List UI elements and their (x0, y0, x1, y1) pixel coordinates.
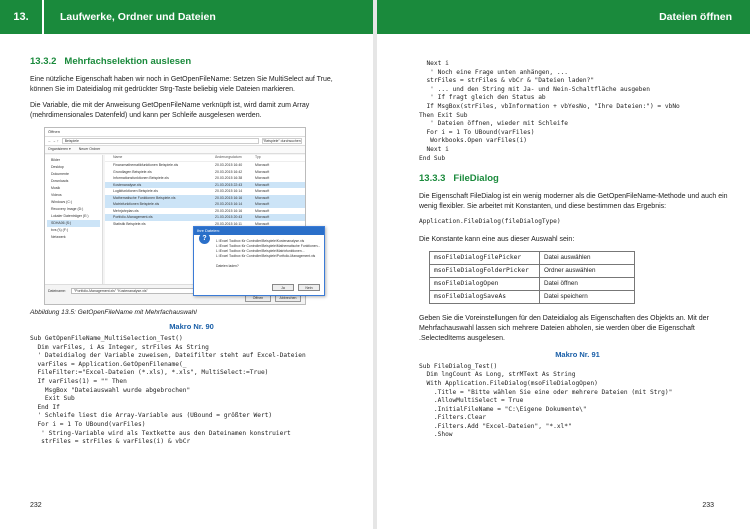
macro-title: Makro Nr. 91 (555, 349, 600, 359)
code-listing: Next i ' Noch eine Frage unten anhängen, ... strFiles = strFiles & vbCr & "Dateien laden?" ' ... und den String mit Ja- und Nein-Schaltfläche ausgeben ' If fragt gleich den Status ab If MsgBox(strFiles, vbInformation + vbYesNo, "Ihre Dateien:") = vbNo Then Exit Sub ' Dateien öffnen, wieder mit Schleife For i = 1 To UBound(varFiles) Workbooks.Open varFiles(i) Next i End Sub (419, 60, 680, 162)
nav-item: SDHA06 (S:) (47, 220, 100, 227)
col-date: Änderungsdatum (215, 155, 242, 159)
right-page (377, 0, 750, 529)
constants-table (429, 251, 635, 304)
table-row: msoFileDialogOpen Datei öffnen (430, 277, 635, 290)
message-line: L:\Excel Toolbox für Controller\Beispiele\Matrixfunktionen... (216, 249, 305, 253)
section-title: FileDialog (453, 173, 499, 185)
figure-caption: Abbildung 13.5: GetOpenFileName mit Mehrfachauswahl (30, 309, 197, 316)
left-page (0, 0, 373, 529)
file-row: Mehrjahrplan.xls 20.03.2015 16:16 Microsoft (113, 208, 270, 213)
message-box (193, 226, 325, 296)
file-row: Finanzmathematikfunktionen Beispiele.xls 20.03.2015 16:40 Microsoft (113, 163, 270, 167)
question-icon: ? (199, 233, 210, 244)
section-number: 13.3.3 (419, 173, 446, 185)
file-row: Kostenanalyse.xls 21.03.2015 22:43 Microsoft (105, 182, 305, 189)
message-box-title: Ihre Dateien: (194, 227, 324, 235)
message-line: L:\Excel Toolbox für Controller\Beispiele\Mathematische Funktionen... (216, 244, 321, 248)
col-name: Name (113, 155, 123, 159)
nav-item: Downloads (51, 179, 69, 183)
file-row: Mathematische Funktionen Beispiele.xls 20.03.2015 16:16 Microsoft (105, 195, 305, 202)
nav-item: Dokumente (51, 172, 69, 176)
section-heading (30, 56, 353, 67)
page-number: 232 (30, 502, 42, 509)
chapter-header (0, 0, 373, 34)
nav-item: bvs (\\) (F:) (51, 228, 69, 232)
file-row: Informationsfunktionen Beispiele.xls 20.03.2015 16:38 Microsoft (113, 176, 270, 180)
code-listing: Sub GetOpenFileName_MultiSelection_Test() Dim varFiles, i As Integer, strFiles As String ' Dateidialog der Variable zuweisen, Dateifilter steht auf Excel-Dateien varFiles = Application.GetOpenFilename(_ FileFilter:="Excel-Dateien (*.xls), *.xls", MultiSelect:=True) If varFiles(1) = "" Then MsgBox "Dateiauswahl wurde abgebrochen" Exit Sub End If ' Schleife liest die Array-Variable aus (UBound = größter Wert) For i = 1 To UBound(varFiles) ' String-Variable wird als Textkette aus den Dateinamen konstruiert strFiles = strFiles & varFiles(i) & vbCr (30, 335, 306, 446)
message-line: L:\Excel Toolbox für Controller\Beispiele\Kostenanalyse.xls (216, 239, 305, 243)
open-button: Öffnen (245, 295, 271, 302)
no-button: Nein (298, 284, 320, 291)
table-row: msoFileDialogFolderPicker Ordner auswählen (430, 264, 635, 277)
yes-button: Ja (272, 284, 294, 291)
nav-item: Lokaler Datenträger (E:) (51, 214, 89, 218)
nav-item: Videos (51, 193, 62, 197)
file-row: Logikfunktionen Beispiele.xls 20.03.2015 16:14 Microsoft (113, 189, 270, 193)
nav-pane (45, 155, 103, 284)
message-line: L:\Excel Toolbox für Controller\Beispiele\Portfolio-Management.xls (216, 254, 316, 258)
search-field: "Beispiele" durchsuchen (263, 139, 301, 143)
new-folder-button: Neuer Ordner (78, 147, 101, 151)
code-snippet: Application.FileDialog(fileDialogType) (419, 218, 561, 226)
section-heading (419, 173, 736, 184)
message-box-body (194, 235, 324, 269)
paragraph: Die Variable, die mit der Anweisung GetOpenFileName verknüpft ist, wird damit zum Array (mehrdimensionales Datenfeld) und kann per Schleife ausgelesen werden. (30, 102, 310, 119)
open-dialog-screenshot (44, 127, 321, 305)
macro-title: Makro Nr. 90 (169, 322, 214, 331)
section-number: 13.3.2 (30, 56, 57, 67)
file-list-header (105, 155, 305, 162)
chapter-title: Laufwerke, Ordner und Dateien (60, 11, 216, 23)
chapter-number: 13. (0, 0, 44, 34)
file-row: Portfolio-Management.xls 21.03.2015 20:43 Microsoft (105, 214, 305, 221)
left-content (30, 56, 353, 447)
filename-field: "Portfolio-Management.xls" "Kostenanalyse.xls" (71, 288, 211, 294)
col-type: Typ (255, 155, 261, 159)
file-row: Grundlagen Beispiele.xls 20.03.2015 16:42 Microsoft (113, 169, 270, 174)
section-header (377, 0, 750, 34)
page-number: 233 (702, 502, 714, 509)
file-row: Statistik Beispiele.xls 20.03.2015 16:11 Microsoft (113, 221, 270, 226)
section-header-title: Dateien öffnen (659, 11, 732, 23)
nav-item: Desktop (51, 165, 64, 169)
dialog-toolbar (45, 146, 305, 154)
nav-item: Recovery Image (D:) (51, 207, 84, 211)
right-content (419, 60, 736, 440)
paragraph: Eine nützliche Eigenschaft haben wir noch in GetOpenFileName: Setzen Sie MultiSelect auf True, können Sie im Dateidialog mit gedrückter Strg-Taste beliebig viele Dateien markieren. (30, 76, 333, 93)
address-bar (45, 137, 305, 146)
nav-item: Windows (C:) (51, 200, 73, 204)
nav-item: Netzwerk (51, 235, 66, 239)
filename-label: Dateiname: (48, 289, 66, 293)
nav-item: Bilder (51, 158, 60, 162)
code-listing: Sub FileDialog_Test() Dim lngCount As Long, strMText As String With Application.FileDialog(msoFileDialogOpen) .Title = "Bitte wählen Sie eine oder mehrere Dateien (mit Strg)" .AllowMultiSelect = True .InitialFileName = "C:\Eigene Dokumente\" .Filters.Clear .Filters.Add "Excel-Dateien", "*.xl*" .Show (419, 362, 673, 439)
cancel-button: Abbrechen (275, 295, 301, 302)
table-row: msoFileDialogFilePicker Datei auswählen (430, 251, 635, 264)
section-title: Mehrfachselektion auslesen (64, 56, 192, 67)
paragraph: Die Eigenschaft FileDialog ist ein wenig moderner als die GetOpenFileName-Methode und auch ein wenig flexibler. Sie arbeitet mit Konstanten, und diese bestimmen das Ergebnis: (419, 193, 728, 211)
message-line: Dateien laden? (216, 264, 239, 268)
organize-button: Organisieren ▾ (48, 147, 71, 151)
paragraph: Die Konstante kann eine aus dieser Auswahl sein: (419, 235, 575, 243)
table-row: msoFileDialogSaveAs Datei speichern (430, 290, 635, 303)
nav-arrows-icon: ← → ↑ (48, 139, 59, 143)
file-row: Matrixfunktionen Beispiele.xls 20.03.2015 16:14 Microsoft (105, 201, 305, 208)
path-field: Beispiele (62, 138, 259, 144)
dialog-title: Öffnen (45, 128, 305, 137)
nav-item: Musik (51, 186, 61, 190)
paragraph: Geben Sie die Voreinstellungen für den Dateidialog als Eigenschaften des Objekts an. Mit der Mehrfachauswahl lassen sich mehrere Dateien abholen, sie werden über die Eigenschaft .SelectedItems ausgelesen. (419, 314, 709, 342)
